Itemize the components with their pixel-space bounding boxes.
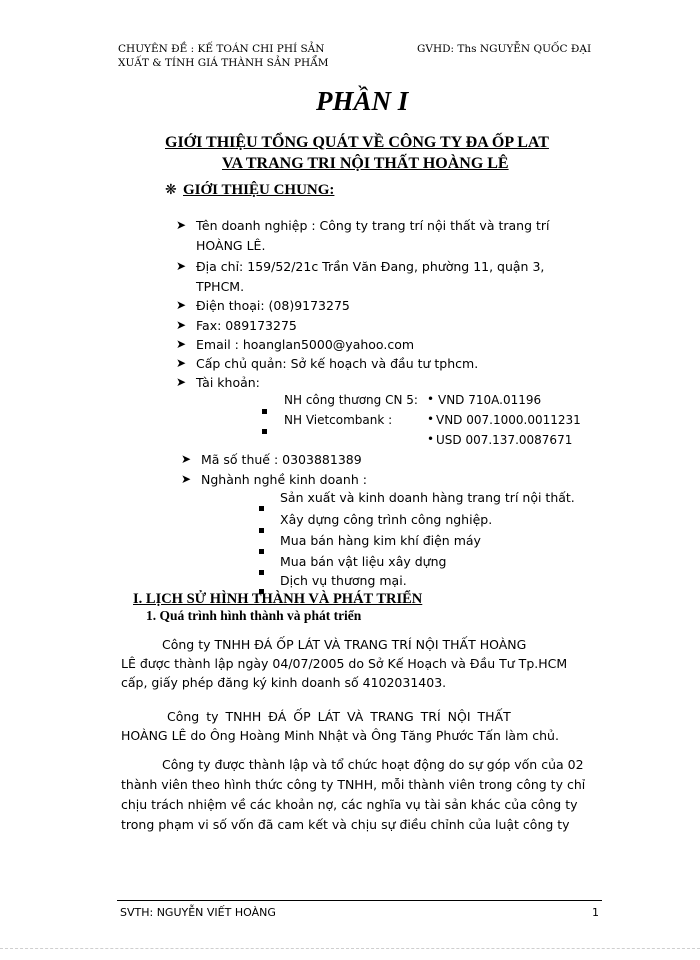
- footer-page-number: 1: [592, 906, 599, 919]
- header-topic-line2: XUẤT & TÍNH GIÁ THÀNH SẢN PHẨM: [118, 57, 329, 69]
- paragraph-1-line: cấp, giấy phép đăng ký kinh doanh số 4102031403.: [121, 675, 447, 690]
- arrow-bullet-icon: ➤: [176, 218, 187, 232]
- arrow-bullet-icon: ➤: [176, 356, 187, 370]
- account-bank-1: NH công thương CN 5:: [284, 393, 418, 407]
- section-heading: I. LỊCH SỬ HÌNH THÀNH VÀ PHÁT TRIỂN: [133, 591, 423, 607]
- dot-bullet-icon: •: [427, 412, 435, 426]
- dot-bullet-icon: •: [427, 432, 435, 446]
- arrow-bullet-icon: ➤: [176, 375, 187, 389]
- square-bullet-icon: [259, 539, 264, 558]
- subtitle-line2: VA TRANG TRI NỘI THẤT HOÀNG LÊ: [222, 155, 509, 172]
- business-item: Mua bán hàng kim khí điện máy: [280, 533, 481, 548]
- arrow-bullet-icon: ➤: [176, 298, 187, 312]
- list-item-address-cont: TPHCM.: [196, 279, 245, 294]
- paragraph-1-line: LÊ được thành lập ngày 04/07/2005 do Sở Kế Hoạch và Đầu Tư Tp.HCM: [121, 656, 568, 671]
- arrow-bullet-icon: ➤: [181, 452, 192, 466]
- paragraph-3-line: Công ty được thành lập và tổ chức hoạt động do sự góp vốn của 02: [162, 757, 584, 772]
- list-item-governing-body: Cấp chủ quản: Sở kế hoạch và đầu tư tphcm.: [196, 356, 479, 371]
- arrow-bullet-icon: ➤: [181, 472, 192, 486]
- arrow-bullet-icon: ➤: [176, 259, 187, 273]
- subsection-heading: 1. Quá trình hình thành và phát triển: [146, 608, 362, 623]
- square-bullet-icon: [259, 518, 264, 537]
- business-item: Sản xuất và kinh doanh hàng trang trí nội thất.: [280, 490, 575, 505]
- business-item: Xây dựng công trình công nghiệp.: [280, 512, 493, 527]
- square-bullet-icon: [262, 399, 267, 418]
- square-bullet-icon: [259, 496, 264, 515]
- page-title: PHẦN I: [316, 86, 409, 116]
- list-item-company-name: Tên doanh nghiệp : Công ty trang trí nội thất và trang trí: [196, 218, 550, 233]
- square-bullet-icon: [262, 419, 267, 438]
- list-item-company-name-cont: HOÀNG LÊ.: [196, 238, 266, 253]
- arrow-bullet-icon: ➤: [176, 318, 187, 332]
- intro-heading: GIỚI THIỆU CHUNG:: [183, 182, 335, 198]
- list-item-address: Địa chỉ: 159/52/21c Trần Văn Đang, phường 11, quận 3,: [196, 259, 545, 274]
- list-item-email: Email : hoanglan5000@yahoo.com: [196, 337, 415, 352]
- header-advisor: GVHD: Ths NGUYỄN QUỐC ĐẠI: [417, 43, 592, 55]
- dot-bullet-icon: •: [427, 392, 435, 406]
- paragraph-2-line: HOÀNG LÊ do Ông Hoàng Minh Nhật và Ông Tăng Phước Tấn làm chủ.: [121, 728, 559, 743]
- footer-rule: [117, 900, 602, 901]
- paragraph-3-line: chịu trách nhiệm về các khoản nợ, các nghĩa vụ tài sản khác của công ty: [121, 797, 578, 812]
- star-bullet-icon: ❋: [165, 182, 177, 198]
- business-heading: Nghành nghề kinh doanh :: [201, 472, 367, 487]
- paragraph-3-line: trong phạm vi số vốn đã cam kết và chịu sự điều chỉnh của luật công ty: [121, 817, 570, 832]
- footer-student: SVTH: NGUYỄN VIẾT HOÀNG: [120, 906, 276, 919]
- account-value-3: USD 007.137.0087671: [436, 433, 573, 447]
- header-topic-line1: CHUYÊN ĐỀ : KẾ TOÁN CHI PHÍ SẢN: [118, 43, 325, 55]
- subtitle-line1: GIỚI THIỆU TỔNG QUÁT VỀ CÔNG TY ĐA ỐP LAT: [165, 134, 549, 151]
- business-item: Mua bán vật liệu xây dựng: [280, 554, 447, 569]
- list-item-accounts: Tài khoản:: [196, 375, 260, 390]
- paragraph-2-line: Công ty TNHH ĐÁ ỐP LÁT VÀ TRANG TRÍ NỘI THẤT: [167, 709, 511, 724]
- tax-code: Mã số thuế : 0303881389: [201, 452, 362, 467]
- paragraph-1-line: Công ty TNHH ĐÁ ỐP LÁT VÀ TRANG TRÍ NỘI THẤT HOÀNG: [162, 637, 527, 652]
- page-bottom-divider: [0, 948, 700, 949]
- list-item-fax: Fax: 089173275: [196, 318, 297, 333]
- square-bullet-icon: [259, 560, 264, 579]
- arrow-bullet-icon: ➤: [176, 337, 187, 351]
- paragraph-3-line: thành viên theo hình thức công ty TNHH, mỗi thành viên trong công ty chỉ: [121, 777, 586, 792]
- list-item-phone: Điện thoại: (08)9173275: [196, 298, 350, 313]
- account-value-2: VND 007.1000.0011231: [436, 413, 581, 427]
- account-bank-2: NH Vietcombank :: [284, 413, 393, 427]
- business-item: Dịch vụ thương mại.: [280, 573, 407, 588]
- account-value-1: VND 710A.01196: [438, 393, 542, 407]
